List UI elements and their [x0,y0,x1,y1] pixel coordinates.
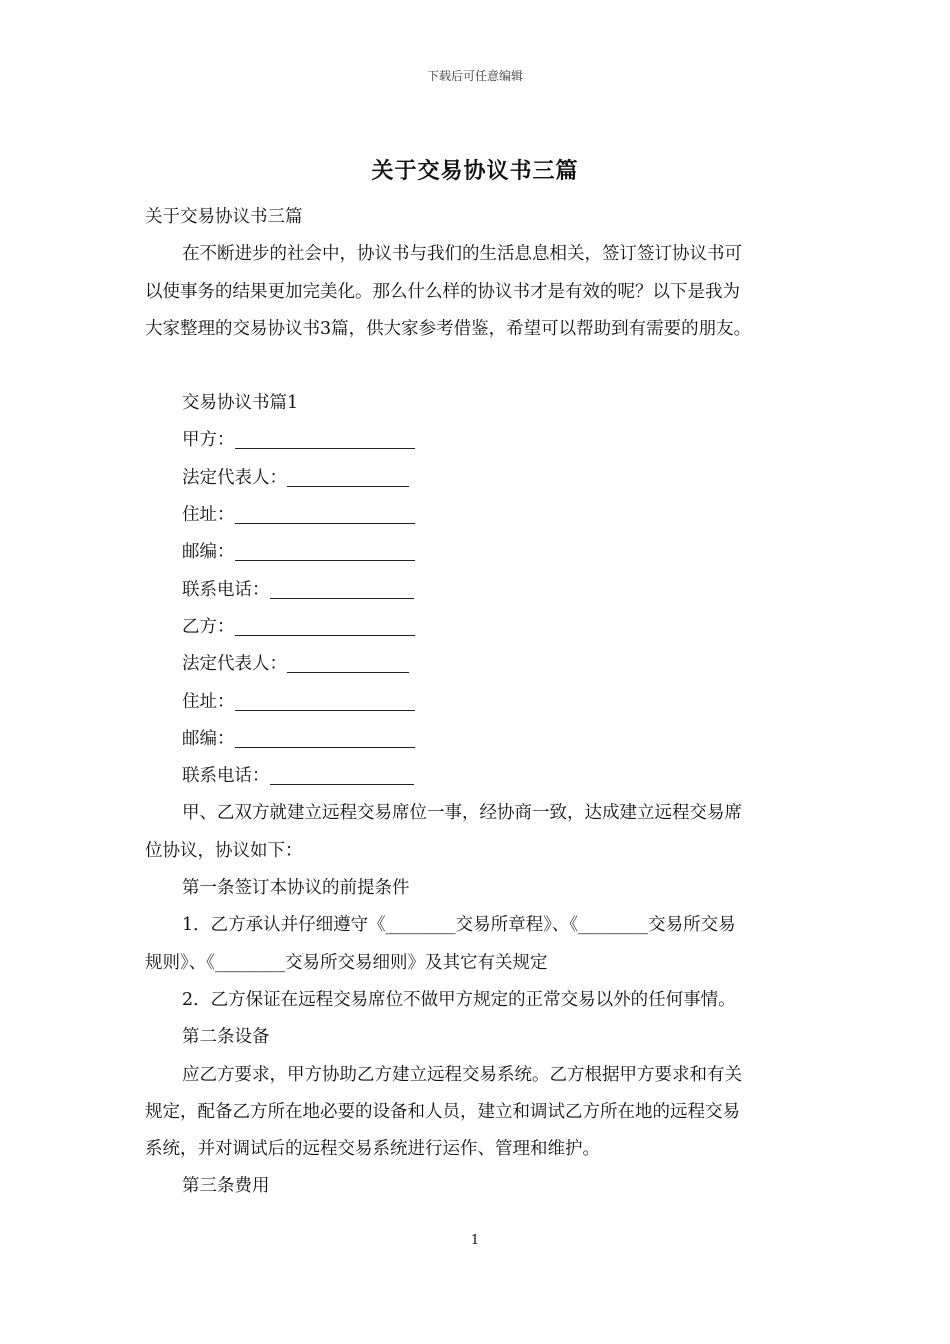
agreement-intro-line: 位协议，协议如下： [145,840,303,861]
article-1-item: 1．乙方承认并仔细遵守《________交易所章程》、《________交易所交易 [182,915,736,936]
field-legal-rep-b: 法定代表人： [145,646,817,683]
document-body [145,199,817,1206]
field-party-b: 乙方： [145,609,817,646]
section-title: 交易协议书篇1 [182,393,299,414]
blank-line [287,466,409,487]
blank-line [235,540,415,561]
article-3-title: 第三条费用 [182,1176,270,1197]
intro-line: 在不断进步的社会中，协议书与我们的生活息息相关，签订签订协议书可 [182,244,742,265]
field-party-a: 甲方： [145,422,817,459]
field-address-a: 住址： [145,497,817,534]
article-2-line: 应乙方要求，甲方协助乙方建立远程交易系统。乙方根据甲方要求和有关 [182,1064,742,1085]
intro-line: 以使事务的结果更加完美化。那么什么样的协议书才是有效的呢？以下是我为 [145,281,740,302]
article-1-item: 规则》、《________交易所交易细则》及其它有关规定 [145,952,548,973]
article-2-line: 系统，并对调试后的远程交易系统进行运作、管理和维护。 [145,1139,600,1160]
field-phone-b: 联系电话： [145,758,817,795]
page-number: 1 [470,1233,480,1248]
article-2-title: 第二条设备 [182,1027,270,1048]
page-header: 下载后可任意编辑 [426,69,523,83]
blank-line [235,615,415,636]
subtitle: 关于交易协议书三篇 [145,207,303,227]
field-address-b: 住址： [145,684,817,721]
article-1-title: 第一条签订本协议的前提条件 [182,878,410,899]
blank-line [235,727,415,748]
field-legal-rep-a: 法定代表人： [145,460,817,497]
blank-line [270,578,414,599]
field-phone-a: 联系电话： [145,572,817,609]
blank-line [287,652,409,673]
agreement-intro-line: 甲、乙双方就建立远程交易席位一事，经协商一致，达成建立远程交易席 [182,803,742,824]
document-title: 关于交易协议书三篇 [371,158,579,184]
blank-line [235,428,415,449]
blank-line [270,764,414,785]
field-postcode-a: 邮编： [145,534,817,571]
field-postcode-b: 邮编： [145,721,817,758]
article-1-item: 2．乙方保证在远程交易席位不做甲方规定的正常交易以外的任何事情。 [182,989,736,1010]
intro-line: 大家整理的交易协议书3篇，供大家参考借鉴，希望可以帮助到有需要的朋友。 [145,318,752,339]
blank-line [235,690,415,711]
blank-line [235,503,415,524]
article-2-line: 规定，配备乙方所在地必要的设备和人员，建立和调试乙方所在地的远程交易 [145,1101,740,1122]
